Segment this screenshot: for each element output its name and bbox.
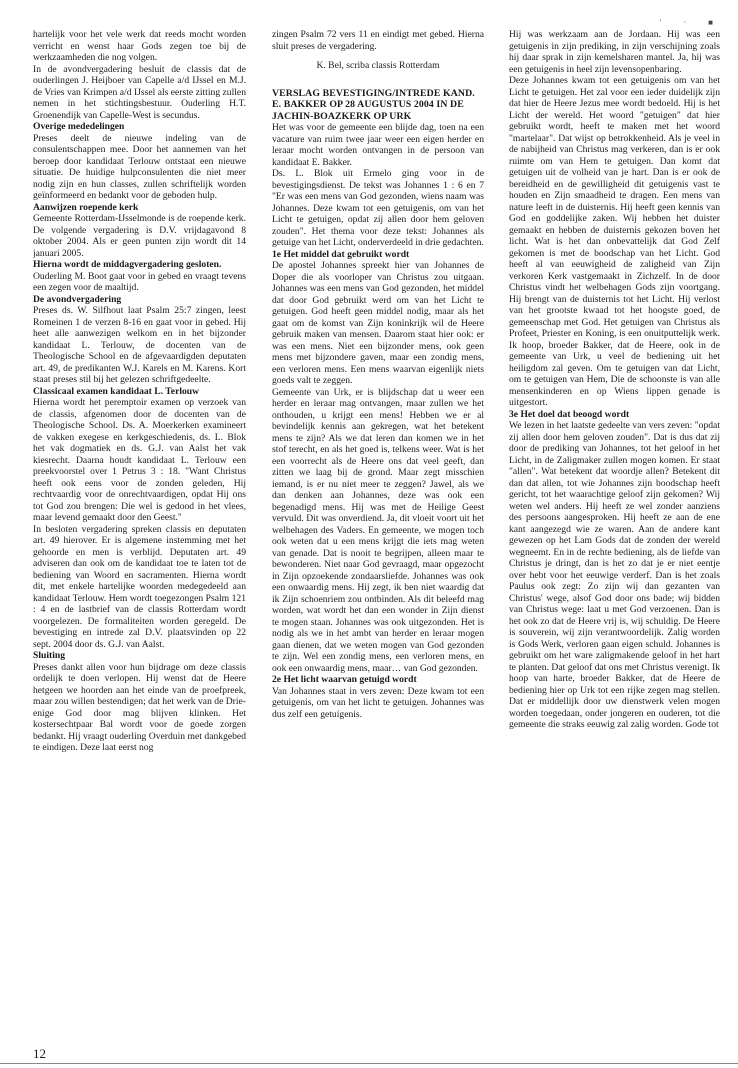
bottom-rule [0,1063,738,1064]
section-heading: Sluiting [33,650,65,661]
column-left [33,29,246,1025]
signature: K. Bel, scriba classis Rotterdam [316,60,440,71]
page-number: 12 [33,1046,46,1061]
column-middle [272,29,484,1025]
paragraph: Preses dankt allen voor hun bijdrage om deze classis ordelijk te doen verlopen. Hij wenst dat de Heere hetgeen we hoorden aan het einde van de proefpreek, maar zou willen bestendigen; dat het werk van de Drie-enige God door mag blijven klinken. Het kostersechtpaar Bal wordt voor de goede zorgen bedankt. Hij vraagt ouderling Overduin met dankgebed te eindigen. Deze laat eerst nog [33,661,246,753]
section-heading: 2e Het licht waarvan getuigd wordt [272,674,417,685]
paragraph: Hij was werkzaam aan de Jordaan. Hij was een getuigenis in zijn prediking, in zijn verschijning zoals hij daar sprak in zijn kemelsharen mantel. Ja, hij was een getuigenis in heel zijn levensopenbaring. [509,29,720,75]
section-heading: Hierna wordt de middagvergadering gesloten. [33,259,222,270]
paragraph: In de avondvergadering besluit de classis dat de ouderlingen J. Heijboer van Capelle a/d IJssel en M.J. de Vries van Krimpen a/d IJssel als eerste zitting zullen nemen in het stichtingsbestuur. Ouderling H.T. Groenendijk van Capelle-West is secundus. [33,63,246,121]
column-right [509,29,720,1025]
paragraph: Het was voor de gemeente een blijde dag, toen na een vacature van ruim twee jaar weer een eigen herder en leraar mocht worden ontvangen in de persoon van kandidaat E. Bakker. [272,122,484,168]
section-heading: 1e Het middel dat gebruikt wordt [272,248,410,260]
paragraph: Hierna wordt het peremptoir examen op verzoek van de classis, afgenomen door de docenten van de Theologische School. Ds. A. Moerkerken examineert de vakken exegese en kerkgeschiedenis, ds. L. Blok het vak dogmatiek en ds. G.J. van Aalst het vak kiesrecht. Daarna houdt kandidaat L. Terlouw een preekvoorstel over 1 Petrus 3 : 18. "Want Christus heeft ook eens voor de zonden geleden, Hij rechtvaardig voor de onrechtvaardigen, opdat Hij ons tot God zou brengen: Die wel is gedood in het vlees, maar levend gemaakt door den Geest." [33,397,246,523]
section-heading: 3e Het doel dat beoogd wordt [509,408,630,420]
section-heading: Classicaal examen kandidaat L. Terlouw [33,385,200,397]
paragraph: Preses ds. W. Silfhout laat Psalm 25:7 zingen, leest Romeinen 1 de verzen 8-16 en gaat voor in gebed. Hij heet alle aanwezigen welkom en in het bijzonder kandidaat L. Terlouw, de docenten van de Theologische School en de afgevaardigden deputaten art. 49, de predikanten W.J. Karels en M. Karens. Kort staat preses stil bij het gelezen schriftgedeelte. [33,305,246,385]
paragraph: Gemeente van Urk, er is blijdschap dat u weer een herder en leraar mag ontvangen, maar zullen we het onthouden, u krijgt een mens! Hebben we er al bevindelijk kennis aan gekregen, wat het betekent mens te zijn? Als we dat leren dan komen we in het stof terecht, en als het goed is, telkens weer. Wat is het een voorrecht als de Heere ons dat veel geeft, dan zitten we laag bij de grond. Maar zegt misschien iemand, is er nu niet meer te zeggen? Jawel, als we dan denken aan Johannes, deze was ook een begenadigd mens. Hij was met de Heilige Geest vervuld. Dit was onverdiend. Ja, dit vloeit voort uit het welbehagen des Vaders. En gemeente, we mogen toch ook weten dat u een mens krijgt die iets mag weten van genade. Dat is nooit te begrijpen, alleen maar te bewonderen. Niet naar God gevraagd, maar opgezocht in Zijn opzoekende zondaarsliefde. Johannes was ook een onwaardig mens. Hij zegt, ik ben niet waardig dat ik Zijn schoenriem zou ontbinden. Als dit beleefd mag worden, wat wordt het dan een wonder in Zijn dienst te mogen staan. Johannes was ook uitgezonden. Het is nodig als we in het ambt van herder en leraar mogen gaan dienen, dat we weten mogen van God gezonden te zijn. Wel een zondig mens, een verloren mens, en ook een onwaardig mens, maar… van God gezonden. [272,386,484,674]
paragraph: Van Johannes staat in vers zeven: Deze kwam tot een getuigenis, om van het licht te getuigen. Johannes was dus zelf een getuigenis. [272,685,484,720]
corner-marks: ' · ■ [660,18,723,27]
paragraph: Preses deelt de nieuwe indeling van de consulentschappen mee. Door het aannemen van het beroep door kandidaat Terlouw ontstaat een nieuwe situatie. De huidige hulpconsulenten die niet meer nodig zijn en hun classes, zullen schriftelijk worden geïnformeerd en bedankt voor de geboden hulp. [33,132,246,201]
paragraph: De apostel Johannes spreekt hier van Johannes de Doper die als voorloper van Christus zou uitgaan. Johannes was een mens van God gezonden, het middel dat door God gebruikt werd om van het Licht te getuigen. God heeft geen middel nodig, maar als het gaat om de komst van Zijn koninkrijk wil de Heere gebruik maken van mensen. Daarom staat hier ook: er was een mens. Niet een bijzonder mens, ook geen mens met bijzondere gaven, maar een zondig mens, een verloren mens. Een mens waarvan eigenlijk niets goeds valt te zeggen. [272,260,484,386]
paragraph: Ds. L. Blok uit Ermelo ging voor in de bevestigingsdienst. De tekst was Johannes 1 : 6 en 7 "Er was een mens van God gezonden, wiens naam was Johannes. Deze kwam tot een getuigenis, om van het Licht te getuigen, opdat zij allen door hem geloven zouden". Het thema voor deze tekst: Johannes als getuige van het Licht, onderverdeeld in drie gedachten. [272,168,484,248]
section-heading: De avondvergadering [33,293,122,305]
paragraph: zingen Psalm 72 vers 11 en eindigt met gebed. Hierna sluit preses de vergadering. [272,29,484,52]
paragraph: In besloten vergadering spreken classis en deputaten art. 49 hierover. Er is algemene instemming met het gehoorde en men is verblijd. Deputaten art. 49 adviseren dan ook om de kandidaat toe te laten tot de bediening van Woord en sacramenten. Hierna wordt dit, met enkele hartelijke woorden medegedeeld aan kandidaat Terlouw. Hem wordt toegezongen Psalm 121 : 4 en de lastbrief van de classis Rotterdam wordt voorgelezen. De formaliteiten worden geregeld. De bevestiging en intrede zal D.V. plaatsvinden op 22 sept. 2004 door ds. G.J. van Aalst. [33,523,246,650]
report-title: VERSLAG BEVESTIGING/INTREDE KAND. E. BAKKER OP 28 AUGUSTUS 2004 IN DE JACHIN-BOAZKERK OP URK [272,87,475,122]
section-heading: Overige mededelingen [33,121,125,132]
paragraph: Ouderling M. Boot gaat voor in gebed en vraagt tevens een zegen voor de maaltijd. [33,270,246,293]
paragraph: hartelijk voor het vele werk dat reeds mocht worden verricht en wenst haar Gods zegen toe bij de werkzaamheden die nog volgen. [33,29,246,63]
section-heading: Aanwijzen roepende kerk [33,201,139,213]
paragraph: Deze Johannes kwam tot een getuigenis om van het Licht te getuigen. Het zal voor een ieder duidelijk zijn dat hier de Heere Jezus mee wordt bedoeld. Hij is het Licht der wereld. Het woord "getuigen" dat hier gebruikt wordt, heeft te maken met het woord "martelaar". Dat wijst op betrokkenheid. Als je veel in de nabijheid van Christus mag verkeren, dan is er ook ruimte om van Hem te getuigen. Dan komt dat getuigen uit de volheid van je hart. Dan is er ook de bereidheid en de gewilligheid dit getuigenis vast te houden en Zijn smaadheid te dragen. Een mens van nature leeft in de duisternis. Hij heeft geen kennis van God en goddelijke zaken. Wij hebben het duister gemaakt en hebben de duisternis gekozen boven het licht. Wat is het dan onbevattelijk dat God Zelf gekomen is met de boodschap van het Licht. God heeft al van eeuwigheid de zaligheid van Zijn verkoren Kerk vastgemaakt in Zichzelf. In de door Christus vindt het welbehagen Gods zijn voortgang. Hij brengt van de duisternis tot het Licht. Hij verlost van het grootste kwaad tot het hoogste goed, de gemeenschap met God. Het getuigen van Christus als Profeet, Priester en Koning, is een onuitputtelijk werk. Ik hoop, broeder Bakker, dat de Heere, ook in de gemeente van Urk, u veel de bediening uit het heiligdom zal geven. Om te getuigen van dat Licht, om te getuigen van Hem, Die de schoonste is van alle mensenkinderen en op Wiens lippen genade is uitgestort. [509,75,720,408]
paragraph: Gemeente Rotterdam-IJsselmonde is de roepende kerk. De volgende vergadering is D.V. vrijdagavond 8 oktober 2004. Als er geen punten zijn wordt dit 14 januari 2005. [33,213,246,259]
paragraph: We lezen in het laatste gedeelte van vers zeven: "opdat zij allen door hem geloven zouden". Dat is dus dat zij door de prediking van Johannes, tot het geloof in het Licht, in de Zaligmaker zullen mogen komen. Er staat "allen". Wat betekent dat woordje allen? Betekent dit dan dat allen, tot wie Johannes zijn boodschap heeft gericht, tot het waarachtige geloof zijn gekomen? Wij weten wel anders. Hij heeft ze wel zonder aanziens des persoons aangesproken. Hij heeft ze aan de ene kant aangezegd wie ze waren. Aan de andere kant gewezen op het Lam Gods dat de zonden der wereld wegneemt. En in de rechte bediening, als de liefde van Christus je dringt, dan is het zo dat je er niet eentje over hebt voor het eeuwige verderf. Dan is het zoals Paulus ook zegt: Zo zijn wij dan gezanten van Christus' wege, alsof God door ons bade; wij bidden van Christus wege: laat u met God verzoenen. Dan is het ook zo dat de Heere vrij is, wij schuldig. De Heere is souverein, wij zijn verantwoordelijk. Zalig worden is Gods Werk, verloren gaan eigen schuld. Johannes is gebruikt om het ware zaligmakende geloof in het hart te planten. Dat geloof dat ons met Christus verenigt. Ik hoop van harte, broeder Bakker, dat de Heere de bediening hier op Urk tot een rijke zegen mag stellen. Dat er middellijk door uw dienstwerk velen mogen worden toegedaan, onder jongeren en ouderen, tot die gemeente die straks eeuwig zal zalig worden. Gode tot [509,420,720,730]
